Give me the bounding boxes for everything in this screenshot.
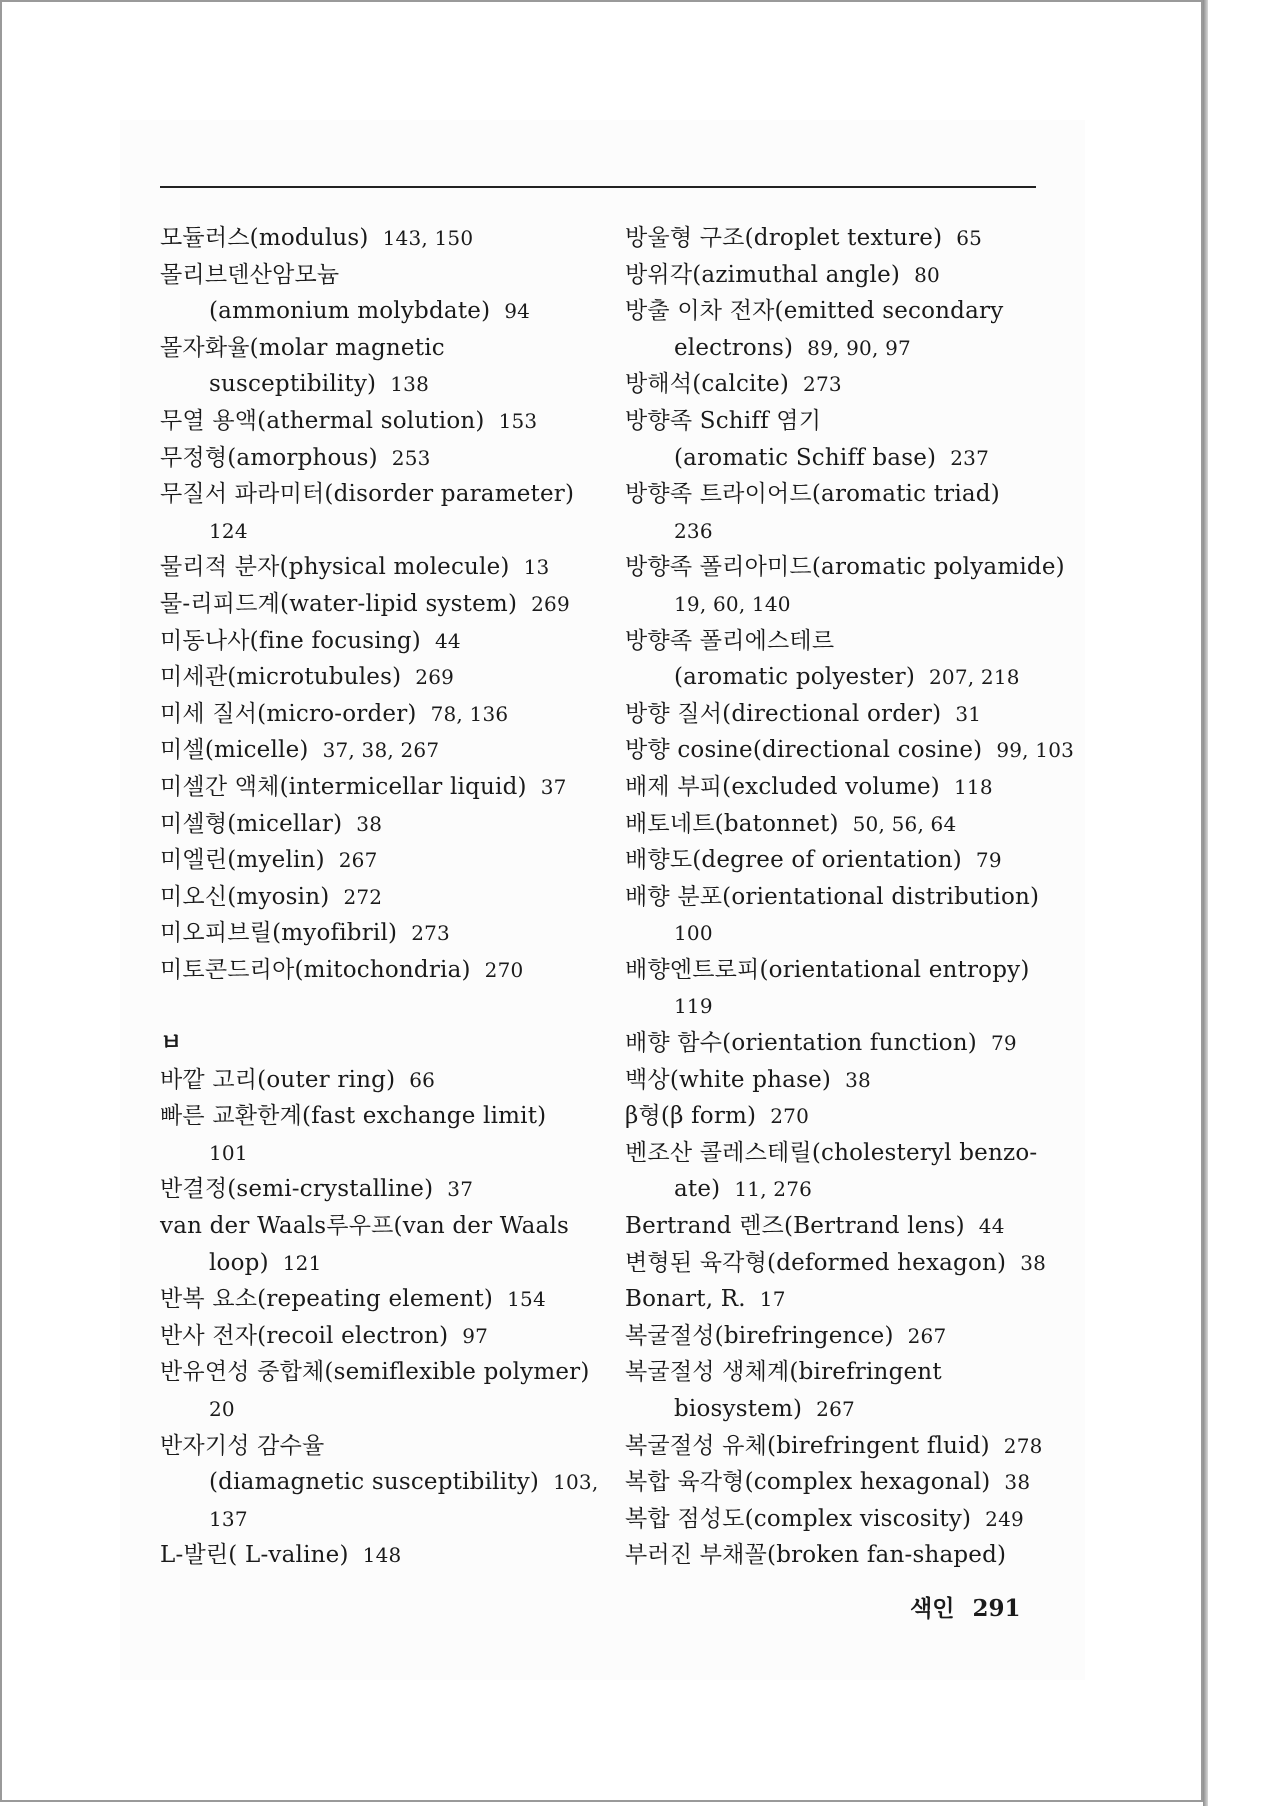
index-page-refs: 17 [759, 1287, 786, 1312]
index-term: 배토네트(batonnet) [625, 810, 839, 837]
index-entry [625, 1391, 1045, 1428]
index-term: 배향도(degree of orientation) [625, 847, 962, 874]
index-entry [160, 988, 600, 1025]
index-term: 배제 부피(excluded volume) [625, 773, 940, 800]
index-column-right [625, 220, 1075, 1574]
index-entry [160, 623, 600, 660]
index-term: 복합 육각형(complex hexagonal) [625, 1469, 991, 1496]
index-entry [625, 513, 1045, 550]
index-entry [625, 769, 1045, 806]
index-column-left [160, 220, 600, 1574]
page-number: 291 [972, 1595, 1021, 1622]
index-term: 물리적 분자(physical molecule) [160, 554, 510, 581]
index-term: 복굴절성 유체(birefringent fluid) [625, 1432, 990, 1459]
index-entry [160, 476, 600, 513]
index-page-refs: 44 [434, 628, 461, 653]
index-term: 방향족 트라이어드(aromatic triad) [625, 481, 1000, 508]
index-page-refs: 99, 103 [996, 738, 1075, 763]
index-term: 방향족 Schiff 염기 [625, 407, 822, 434]
index-page-refs: 267 [907, 1323, 947, 1348]
index-term: loop) [209, 1249, 269, 1276]
index-term: 방향족 폴리아미드(aromatic polyamide) [625, 554, 1065, 581]
index-page-refs: 11, 276 [734, 1177, 813, 1202]
index-entry [625, 1208, 1045, 1245]
index-entry [160, 732, 600, 769]
index-term: 미토콘드리아(mitochondria) [160, 956, 471, 983]
index-entry [625, 1318, 1045, 1355]
index-entry [160, 403, 600, 440]
index-entry [160, 1501, 600, 1538]
index-term: 미오피브릴(myofibril) [160, 920, 398, 947]
page-footer [910, 1590, 1020, 1623]
index-entry [160, 1354, 600, 1391]
index-term: 무정형(amorphous) [160, 444, 378, 471]
index-entry [625, 220, 1045, 257]
index-entry [160, 513, 600, 550]
index-term: 복합 점성도(complex viscosity) [625, 1505, 972, 1532]
index-entry [160, 806, 600, 843]
index-term: 미셀(micelle) [160, 737, 309, 764]
index-entry [625, 806, 1045, 843]
footer-label: 색인 [910, 1595, 955, 1622]
index-entry [160, 879, 600, 916]
index-entry [160, 842, 600, 879]
index-entry [625, 476, 1045, 513]
index-page-refs: 253 [391, 445, 431, 470]
index-term: 미세관(microtubules) [160, 664, 402, 691]
index-entry [625, 842, 1045, 879]
index-term: 반사 전자(recoil electron) [160, 1322, 449, 1349]
index-entry [160, 915, 600, 952]
index-section-heading [160, 1025, 600, 1062]
index-term: 배향 분포(orientational distribution) [625, 883, 1040, 910]
index-entry [625, 988, 1045, 1025]
index-page-refs: 37 [540, 774, 567, 799]
index-page-refs: 80 [914, 262, 940, 287]
index-page-refs: 273 [411, 921, 450, 946]
index-term: 바깥 고리(outer ring) [160, 1066, 396, 1093]
index-entry [160, 1135, 600, 1172]
index-page-refs: 50, 56, 64 [852, 811, 957, 836]
index-term: 방향 질서(directional order) [625, 700, 942, 727]
index-entry [160, 659, 600, 696]
index-page-refs: 118 [953, 774, 993, 799]
index-page-refs: 148 [362, 1543, 402, 1568]
index-page-refs: 273 [803, 372, 842, 397]
index-term: 반복 요소(repeating element) [160, 1286, 494, 1313]
index-entry [625, 1171, 1045, 1208]
index-page-refs: 101 [209, 1140, 248, 1165]
index-term: 복굴절성 생체계(birefringent [625, 1359, 942, 1386]
index-page-refs: 269 [415, 665, 455, 690]
index-page-refs: 20 [209, 1397, 235, 1421]
index-page-refs: 78, 136 [430, 701, 509, 726]
index-term: L-발린( L-valine) [160, 1542, 349, 1569]
index-page-refs: 31 [955, 701, 982, 726]
index-entry [160, 1208, 600, 1245]
index-page-refs: 278 [1003, 1433, 1043, 1458]
index-term: susceptibility) [209, 371, 377, 398]
index-entry [160, 952, 600, 989]
index-term: 미동나사(fine focusing) [160, 627, 421, 654]
index-term: van der Waals루우프(van der Waals [160, 1213, 570, 1240]
index-entry [160, 293, 600, 330]
index-entry [160, 1098, 600, 1135]
index-entry [625, 1098, 1045, 1135]
index-page-refs: 124 [209, 518, 248, 543]
index-page-refs: 119 [674, 994, 713, 1019]
index-entry [160, 366, 600, 403]
index-page-refs: 79 [990, 1031, 1017, 1056]
index-entry [625, 1135, 1045, 1172]
index-page-refs: 143, 150 [382, 226, 474, 250]
index-term: 반유연성 중합체(semiflexible polymer) [160, 1359, 590, 1386]
index-term: 무열 용액(athermal solution) [160, 407, 485, 434]
index-page-refs: 37 [447, 1177, 474, 1202]
index-page-refs: 37, 38, 267 [322, 738, 440, 763]
index-term: electrons) [674, 334, 794, 361]
index-page-refs: 270 [770, 1104, 810, 1129]
index-entry [625, 879, 1045, 916]
index-page-refs: 267 [816, 1397, 855, 1421]
index-entry [160, 220, 600, 257]
index-page-refs: 79 [975, 848, 1002, 873]
index-page-refs: 13 [523, 555, 550, 580]
index-term: 몰리브덴산암모늄 [160, 261, 340, 288]
index-term: Bertrand 렌즈(Bertrand lens) [625, 1213, 965, 1240]
index-entry [625, 696, 1045, 733]
index-entry [625, 366, 1045, 403]
index-entry [625, 1428, 1045, 1465]
index-page-refs: 154 [507, 1287, 546, 1312]
index-entry [160, 1464, 600, 1501]
index-term: 미오신(myosin) [160, 883, 330, 910]
index-entry [625, 915, 1045, 952]
index-page-refs: 249 [985, 1506, 1024, 1531]
index-entry [625, 1537, 1045, 1574]
index-term: (diamagnetic susceptibility) [209, 1469, 540, 1496]
index-entry [160, 440, 600, 477]
index-term: Bonart, R. [625, 1286, 746, 1313]
index-entry [160, 1245, 600, 1282]
index-entry [625, 549, 1065, 586]
index-term: 방위각(azimuthal angle) [625, 261, 901, 288]
header-rule [160, 186, 1036, 188]
index-entry [160, 1281, 600, 1318]
index-page-refs: 38 [356, 811, 383, 836]
index-term: 모듈러스(modulus) [160, 225, 369, 251]
index-entry [160, 1318, 600, 1355]
index-term: ate) [674, 1176, 721, 1203]
index-term: β형(β form) [625, 1103, 757, 1130]
index-term: 배향엔트로피(orientational entropy) [625, 956, 1030, 983]
index-term: 벤조산 콜레스테릴(cholesteryl benzo- [625, 1139, 1038, 1166]
index-entry [625, 1464, 1045, 1501]
index-page-refs: 65 [956, 226, 983, 250]
index-entry [160, 1062, 600, 1099]
index-page-refs: 267 [338, 848, 378, 873]
index-page-refs: 138 [390, 372, 430, 397]
index-entry [160, 769, 600, 806]
index-term: 물-리피드계(water-lipid system) [160, 590, 518, 617]
index-term: 미엘린(myelin) [160, 847, 325, 874]
index-page-refs: 97 [462, 1323, 489, 1348]
index-entry [625, 1025, 1045, 1062]
index-entry [625, 623, 1045, 660]
index-entry [625, 952, 1045, 989]
index-page-refs: 38 [1004, 1470, 1031, 1495]
index-term: 방향 cosine(directional cosine) [625, 737, 983, 764]
index-term: 백상(white phase) [625, 1066, 832, 1093]
index-entry [625, 659, 1045, 696]
index-entry [625, 257, 1045, 294]
index-entry [160, 549, 600, 586]
index-term: ㅂ [160, 1030, 183, 1057]
index-entry [160, 330, 600, 367]
index-page-refs: 38 [845, 1067, 871, 1092]
index-term: (ammonium molybdate) [209, 298, 491, 325]
index-entry [160, 1391, 600, 1428]
index-entry [160, 1537, 600, 1574]
index-page-refs: 270 [484, 957, 524, 982]
index-term: 몰자화율(molar magnetic [160, 334, 445, 361]
index-entry [160, 696, 600, 733]
index-page-refs: 66 [409, 1067, 436, 1092]
index-page-refs: 100 [674, 921, 713, 946]
index-term: 빠른 교환한계(fast exchange limit) [160, 1103, 547, 1130]
index-entry [625, 1281, 1045, 1318]
index-page-refs: 38 [1020, 1250, 1047, 1275]
index-page-refs: 269 [531, 591, 570, 616]
index-entry [625, 1501, 1045, 1538]
index-entry [160, 1428, 600, 1465]
index-entry [625, 1062, 1045, 1099]
index-entry [625, 440, 1045, 477]
index-term: (aromatic polyester) [674, 664, 915, 691]
index-term: 반결정(semi-crystalline) [160, 1176, 434, 1203]
index-term: 반자기성 감수율 [160, 1432, 325, 1459]
index-entry [625, 586, 1045, 623]
index-page-refs: 19, 60, 140 [674, 591, 791, 616]
index-entry [625, 1354, 1045, 1391]
index-term: 변형된 육각형(deformed hexagon) [625, 1249, 1007, 1276]
index-page-refs: 44 [978, 1214, 1005, 1239]
index-term: 배향 함수(orientation function) [625, 1030, 977, 1057]
index-page-refs: 207, 218 [929, 665, 1020, 690]
index-page-refs: 103, [553, 1470, 599, 1495]
index-term: 방향족 폴리에스테르 [625, 627, 835, 654]
index-entry [160, 586, 600, 623]
index-page-refs: 153 [498, 408, 538, 433]
index-term: 방출 이차 전자(emitted secondary [625, 298, 1004, 325]
index-entry [625, 732, 1075, 769]
index-entry [625, 1245, 1045, 1282]
index-page-refs: 236 [674, 518, 713, 543]
index-page-refs: 237 [950, 445, 989, 470]
index-term: 방울형 구조(droplet texture) [625, 225, 943, 251]
index-term: 무질서 파라미터(disorder parameter) [160, 481, 575, 508]
index-entry [625, 293, 1045, 330]
index-page-refs: 89, 90, 97 [807, 335, 911, 360]
index-term: (aromatic Schiff base) [674, 444, 937, 471]
index-entry [625, 330, 1045, 367]
index-term: 복굴절성(birefringence) [625, 1322, 894, 1349]
index-entry [625, 403, 1045, 440]
index-term: 방해석(calcite) [625, 371, 790, 398]
index-entry [160, 257, 600, 294]
page-edge-shadow [1203, 0, 1208, 1806]
index-term: 미세 질서(micro-order) [160, 700, 417, 727]
index-page-refs: 272 [343, 884, 383, 909]
index-term: biosystem) [674, 1396, 803, 1422]
index-term: 미셀형(micellar) [160, 810, 343, 837]
index-page-refs: 121 [282, 1250, 322, 1275]
index-page-refs: 137 [209, 1506, 248, 1531]
index-term: 부러진 부채꼴(broken fan-shaped) [625, 1542, 1007, 1569]
index-term: 미셀간 액체(intermicellar liquid) [160, 773, 527, 800]
index-page-refs: 94 [504, 299, 531, 324]
index-entry [160, 1171, 600, 1208]
